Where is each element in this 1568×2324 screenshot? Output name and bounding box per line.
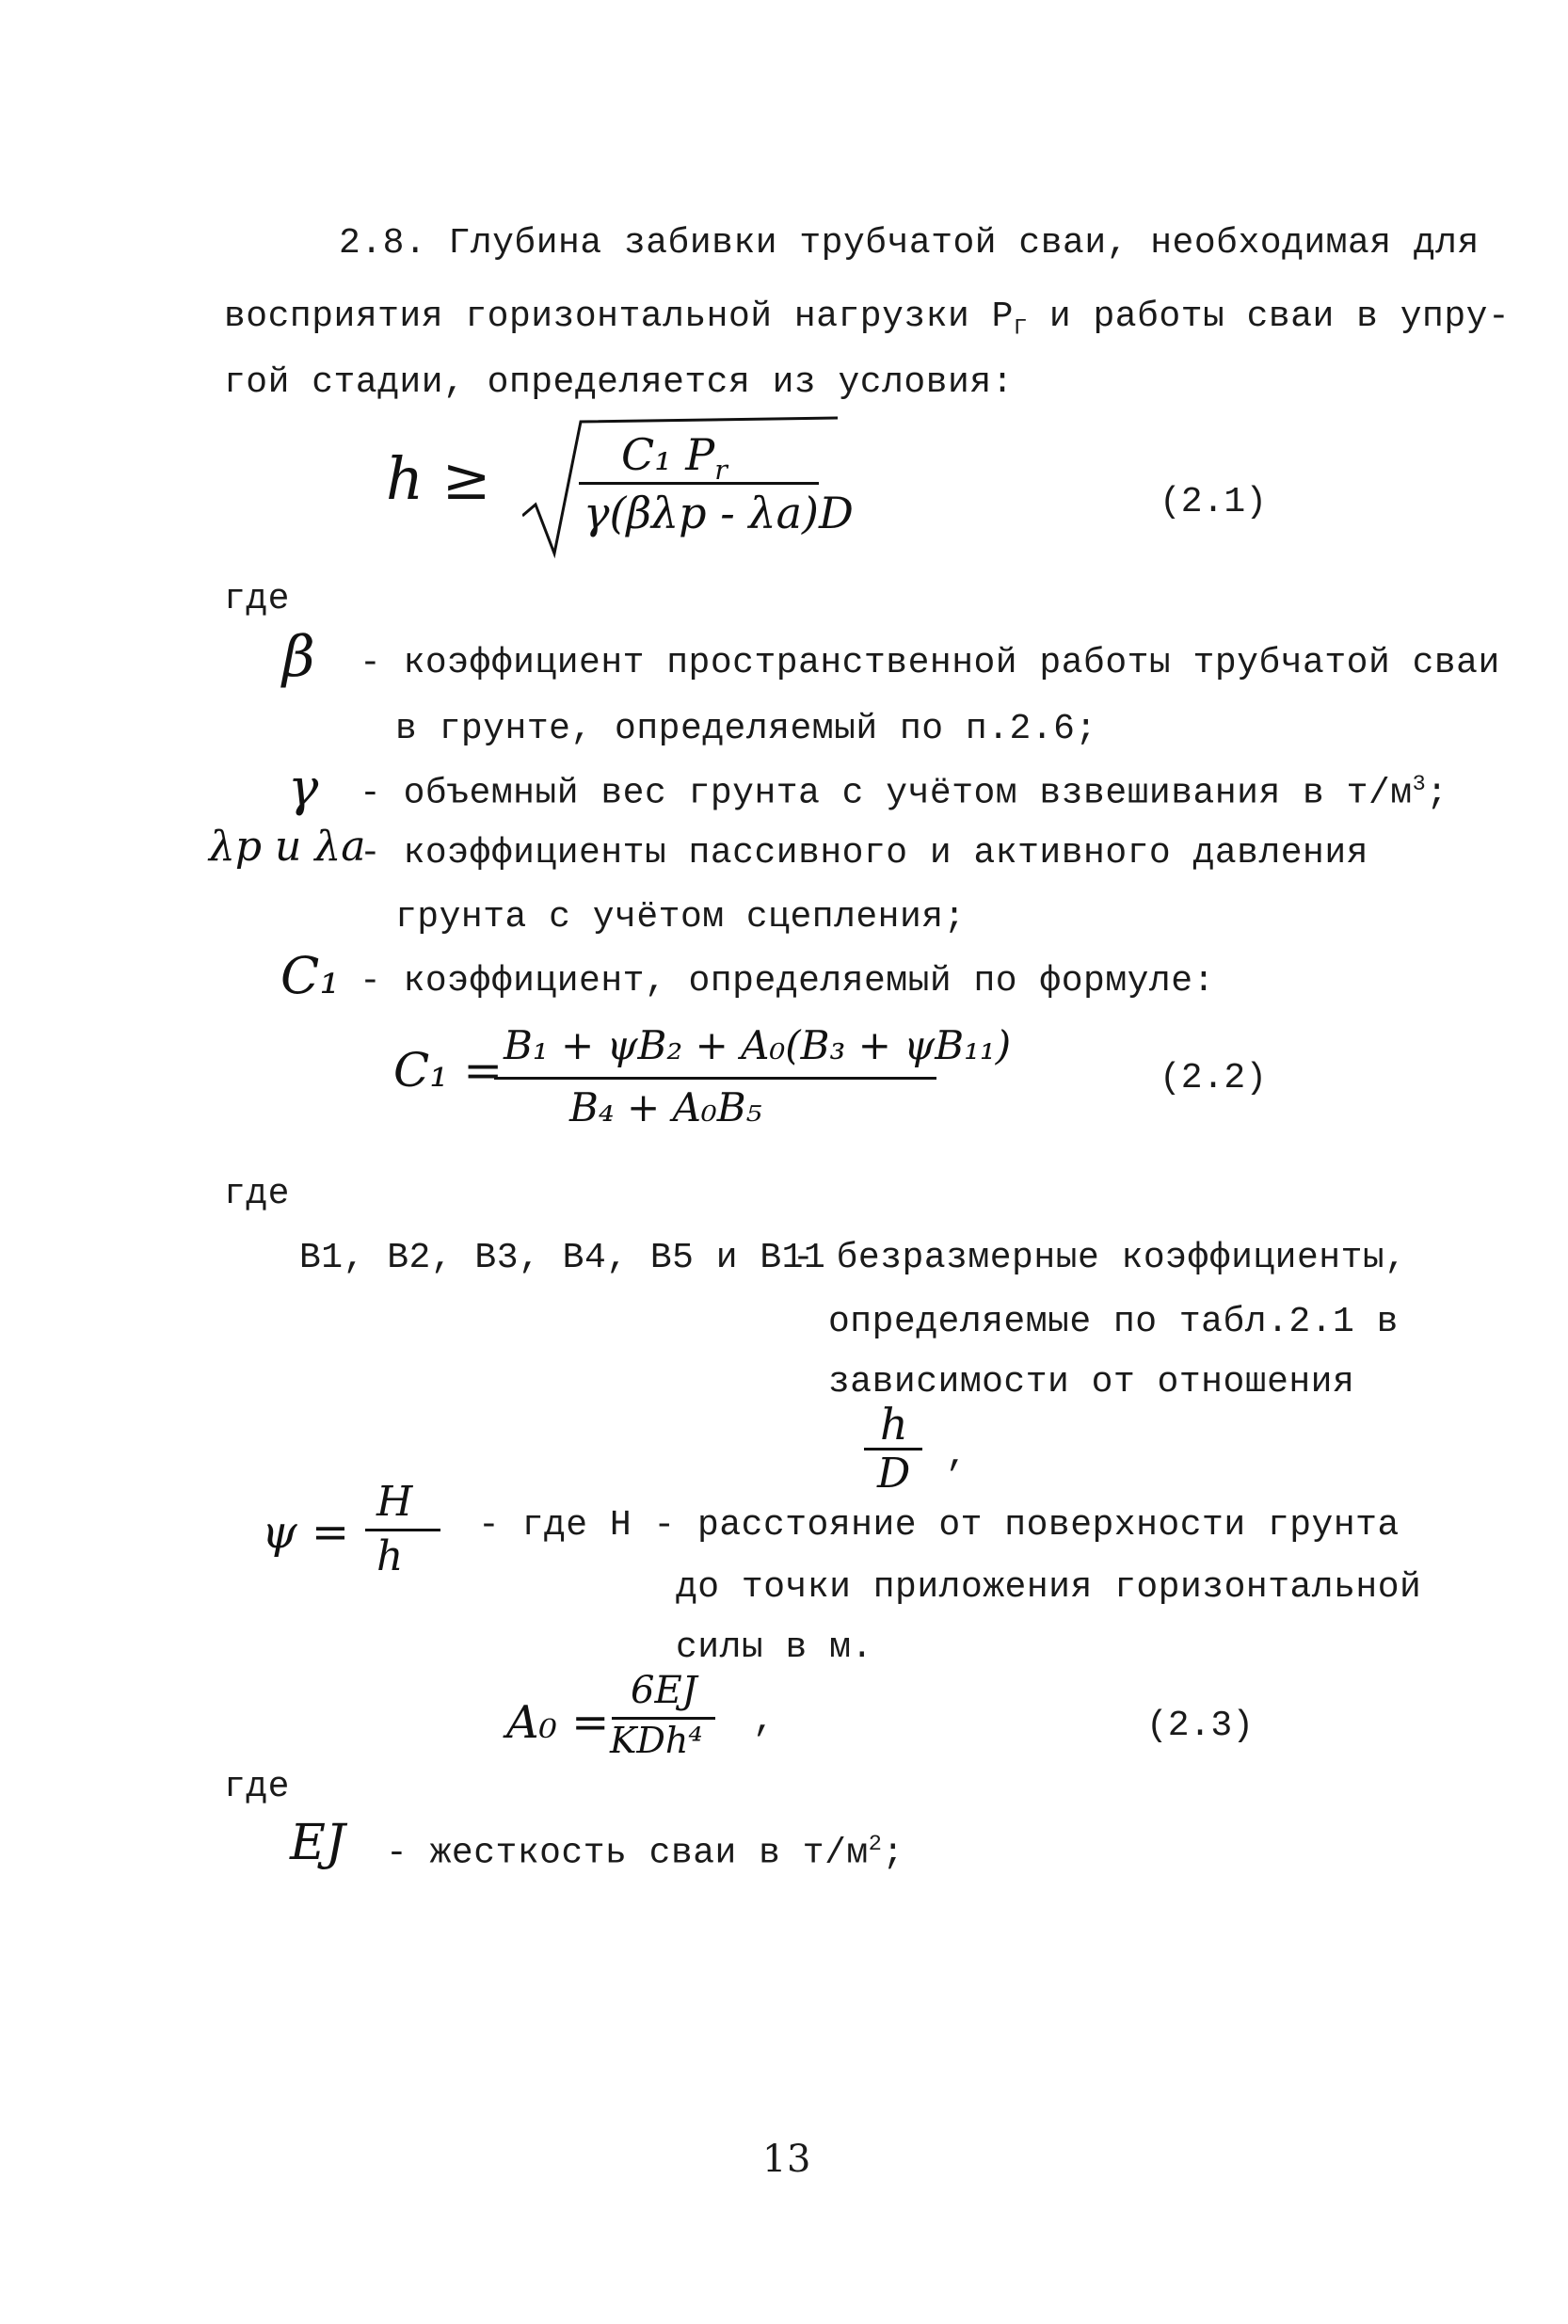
psi-text-1: - где Н - расстояние от поверхности грунта	[478, 1505, 1400, 1546]
para-line-2-a: восприятия горизонтальной нагрузки Р	[224, 297, 1014, 337]
formula-2-2-denominator: B₄ + A₀B₅	[569, 1084, 762, 1130]
h-over-d-comma: ,	[946, 1435, 968, 1476]
psi-text-2: до точки приложения горизонтальной	[676, 1567, 1422, 1608]
formula-2-3-numerator: 6EJ	[631, 1669, 697, 1712]
formula-2-3-number: (2.3)	[1146, 1706, 1255, 1746]
formula-2-1-number: (2.1)	[1160, 482, 1268, 522]
lambda-def-line-1: - коэффициенты пассивного и активного давления	[360, 833, 1368, 874]
formula-2-2-number: (2.2)	[1160, 1058, 1268, 1098]
formula-2-3-lhs: A₀ =	[506, 1696, 610, 1749]
formula-2-2-numerator: B₁ + ψB₂ + A₀(B₃ + ψB₁₁)	[504, 1022, 1012, 1068]
c1-symbol: C₁	[280, 946, 340, 1005]
para-line-3: гой стадии, определяется из условия:	[224, 362, 1014, 403]
gamma-def: - объемный вес грунта с учётом взвешивания в $т/м^3$;	[360, 772, 1448, 814]
psi-denominator: h	[376, 1532, 404, 1580]
formula-2-1-fraction-bar	[579, 482, 819, 485]
where-label-1: где	[224, 579, 290, 619]
ej-def: - жесткость сваи в $т/м^2$;	[386, 1832, 904, 1874]
ej-symbol: EJ	[290, 1815, 345, 1871]
lambda-def-line-2: грунта с учётом сцепления;	[395, 897, 966, 938]
b-coeff-desc-1: - безразмерные коэффициенты,	[792, 1238, 1407, 1278]
page-number: 13	[762, 2138, 811, 2181]
b-coeff-desc-3: зависимости от отношения	[828, 1362, 1355, 1402]
para-line-2-sub: Г	[1013, 315, 1028, 342]
h-over-d-denominator: D	[877, 1450, 911, 1498]
para-line-1: 2.8. Глубина забивки трубчатой сваи, необходимая для	[339, 223, 1480, 264]
b-coeff-desc-2: определяемые по табл.2.1 в	[828, 1302, 1399, 1342]
formula-2-1-lhs: h ≥	[386, 444, 491, 513]
para-line-2	[224, 299, 1510, 340]
beta-def-line-1: - коэффициент пространственной работы трубчатой сваи	[360, 643, 1500, 683]
c1-def: - коэффициент, определяемый по формуле:	[360, 961, 1215, 1002]
psi-lhs: ψ =	[262, 1506, 350, 1559]
formula-2-1-numerator: C₁ $P_r$	[621, 429, 728, 487]
gamma-symbol: γ	[288, 758, 319, 817]
formula-2-1-denominator: γ(βλp - λa)D	[584, 488, 854, 538]
where-label-3: где	[224, 1767, 290, 1807]
b-coefficients-list: В1, В2, В3, В4, В5 и В11	[299, 1238, 826, 1278]
formula-2-2-lhs: C₁ =	[393, 1043, 504, 1098]
lambda-symbols: λp и λa	[209, 823, 366, 871]
h-over-d-numerator: h	[880, 1399, 908, 1450]
formula-2-3-denominator: KDh⁴	[610, 1720, 703, 1761]
beta-symbol: β	[282, 624, 315, 690]
psi-numerator: H	[376, 1478, 413, 1526]
beta-def-line-2: в грунте, определяемый по п.2.6;	[395, 709, 1097, 749]
para-line-2-b: и работы сваи в упру-	[1027, 297, 1511, 337]
formula-2-3-comma: ,	[753, 1701, 776, 1741]
formula-2-2-fraction-bar	[494, 1077, 936, 1080]
psi-text-3: силы в м.	[676, 1627, 873, 1668]
psi-fraction-bar	[365, 1529, 440, 1531]
where-label-2: где	[224, 1174, 290, 1214]
